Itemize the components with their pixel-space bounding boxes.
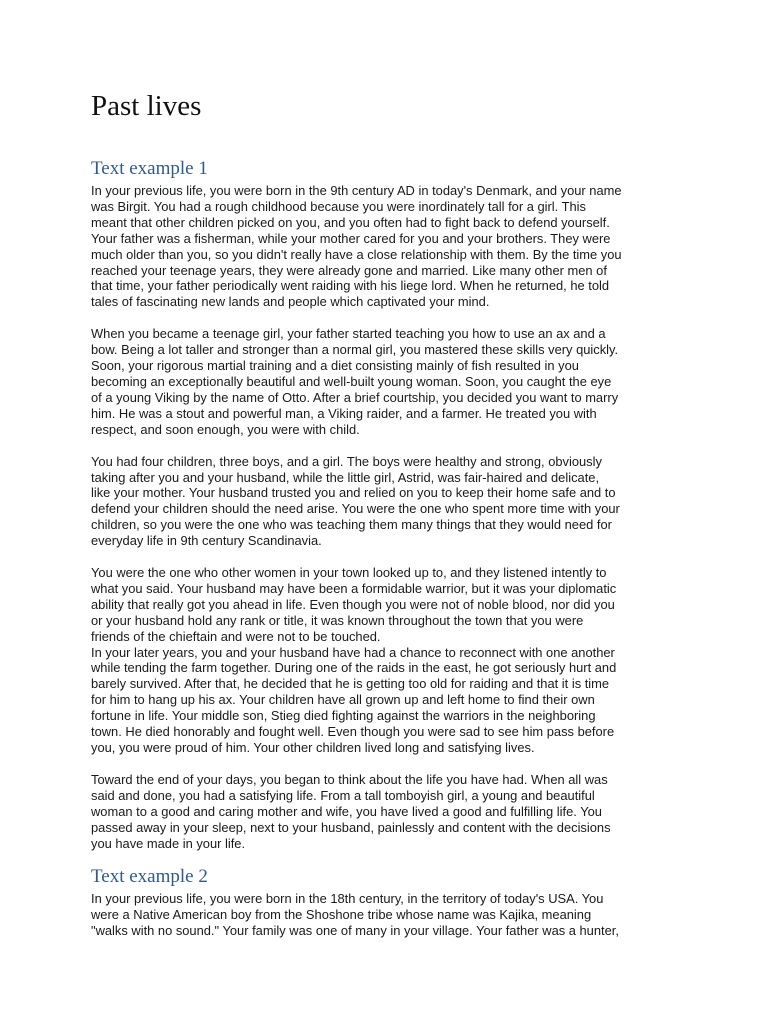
paragraph: In your previous life, you were born in the 18th century, in the territory of today's USA. You were a Native American boy from the Shoshone tribe whose name was Kajika, meaning "walks with no sound." Your family was one of many in your village. Your father was a hunter, xyxy=(91,891,619,938)
paragraph: In your previous life, you were born in the 9th century AD in today's Denmark, and your name was Birgit. You had a rough childhood because you were inordinately tall for a girl. This meant that other children picked on you, and you often had to fight back to defend yourself. Your father was a fisherman, while your mother cared for you and your brothers. They were much older than you, so you didn't really have a close relationship with them. By the time you reached your teenage years, they were already gone and married. Like many other men of that time, your father periodically went raiding with his liege lord. When he returned, he told tales of fascinating new lands and people which captivated your mind. xyxy=(91,183,622,310)
section-heading: Text example 2 xyxy=(91,866,208,887)
section-heading: Text example 1 xyxy=(91,158,208,179)
paragraph: When you became a teenage girl, your father started teaching you how to use an ax and a bow. Being a lot taller and stronger than a normal girl, you mastered these skills very quickly. Soon, your rigorous martial training and a diet consisting mainly of fish resulted in you becoming an exceptionally beautiful and well-built young woman. Soon, you caught the eye of a young Viking by the name of Otto. After a brief courtship, you decided you want to marry him. He was a stout and powerful man, a Viking raider, and a farmer. He treated you with respect, and soon enough, you were with child. xyxy=(91,326,619,437)
section-text-example-2 xyxy=(91,866,691,939)
paragraph: You were the one who other women in your town looked up to, and they listened intently to what you said. Your husband may have been a formidable warrior, but it was your diplomatic ability that really got you ahead in life. Even though you were not of noble blood, nor did you or your husband hold any rank or title, it was known throughout the town that you were friends of the chieftain and were not to be touched. xyxy=(91,565,617,644)
paragraph: In your later years, you and your husband have had a chance to reconnect with one another while tending the farm together. During one of the raids in the east, he got seriously hurt and barely survived. After that, he decided that he is getting too old for raiding and that it is time for him to hang up his ax. Your children have all grown up and left home to find their own fortune in life. Your middle son, Stieg died fighting against the warriors in the neighboring town. He died honorably and fought well. Even though you were sad to see him pass before you, you were proud of him. Your other children lived long and satisfying lives. xyxy=(91,644,617,755)
paragraph: Toward the end of your days, you began to think about the life you have had. When all was said and done, you had a satisfying life. From a tall tomboyish girl, a young and beautiful woman to a good and caring mother and wife, you have lived a good and fulfilling life. You passed away in your sleep, next to your husband, painlessly and content with the decisions you have made in your life. xyxy=(91,771,611,851)
paragraph: You had four children, three boys, and a girl. The boys were healthy and strong, obviously taking after you and your husband, while the little girl, Astrid, was fair-haired and delicate, like your mother. Your husband trusted you and relied on you to keep their home safe and to defend your children should the need arise. You were the one who spent more time with your children, so you were the one who was teaching them many things that they would need for everyday life in 9th century Scandinavia. xyxy=(91,453,620,549)
document-title: Past lives xyxy=(91,90,202,122)
section-text-example-1 xyxy=(91,158,691,851)
